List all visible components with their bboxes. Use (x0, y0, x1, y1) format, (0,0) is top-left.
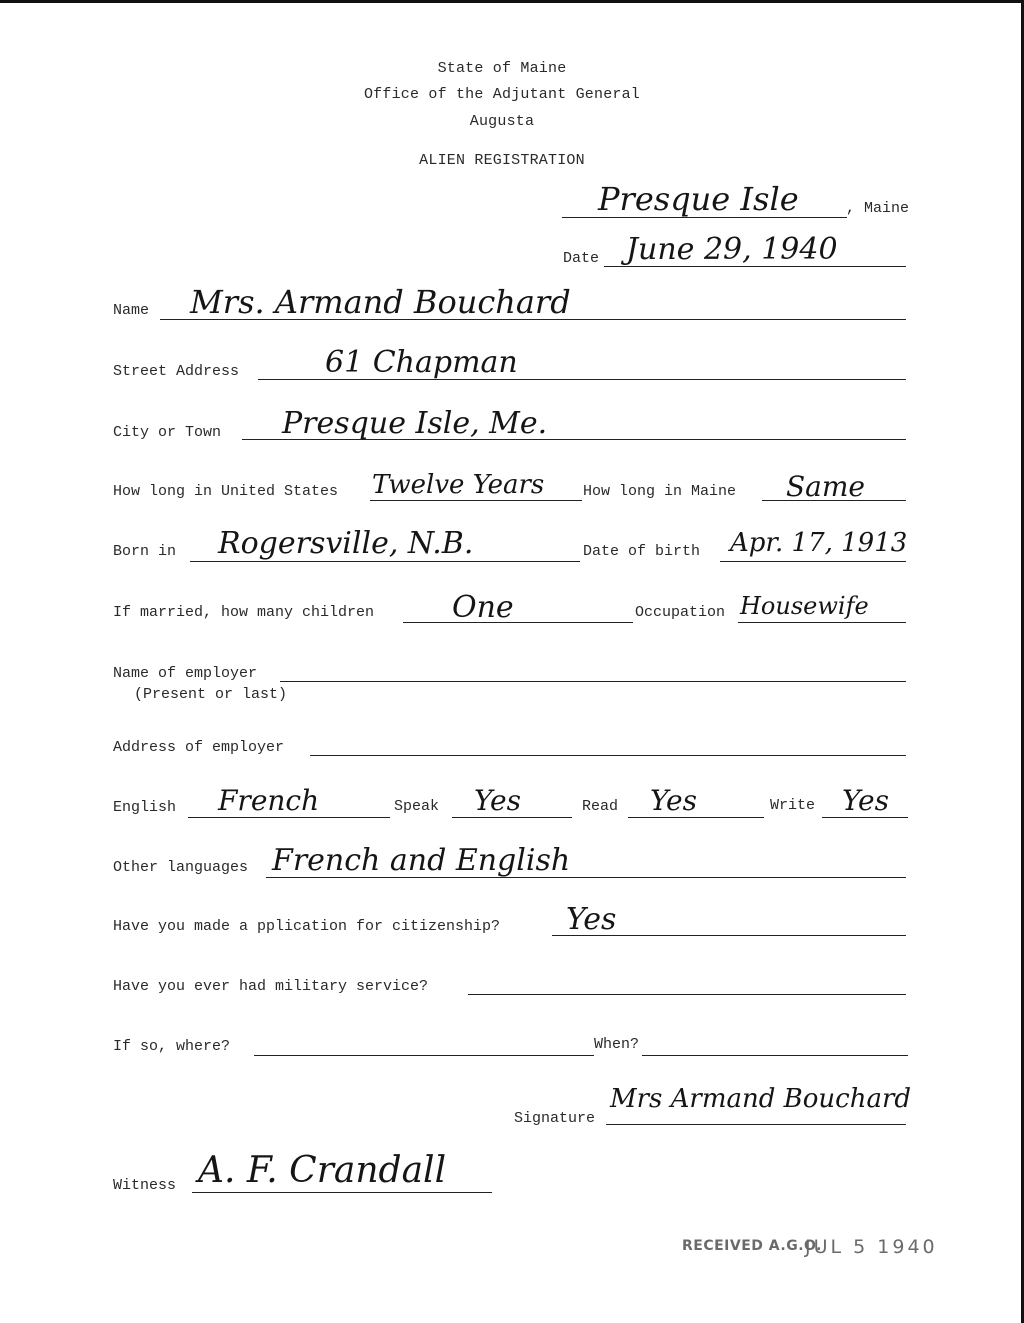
children-line (403, 622, 633, 623)
military-line (468, 994, 906, 995)
when-label: When? (594, 1036, 640, 1053)
write-label: Write (770, 797, 816, 814)
witness-line (192, 1192, 492, 1193)
born-value: Rogersville, N.B. (218, 526, 474, 561)
employer-line (280, 681, 906, 682)
where-label: If so, where? (113, 1038, 231, 1055)
header-city: Augusta (469, 113, 535, 130)
occupation-line (738, 622, 906, 623)
maine-duration-label: How long in Maine (583, 483, 737, 500)
read-value: Yes (650, 784, 697, 817)
employer-address-label: Address of employer (113, 739, 285, 756)
english-line (188, 817, 390, 818)
citizenship-value: Yes (566, 902, 617, 937)
employer-label: Name of employer (113, 665, 258, 682)
dob-label: Date of birth (583, 543, 701, 560)
name-value: Mrs. Armand Bouchard (190, 283, 571, 321)
born-line (190, 561, 580, 562)
children-value: One (452, 590, 514, 625)
maine-duration-value: Same (786, 470, 865, 503)
read-line (628, 817, 764, 818)
write-line (822, 817, 908, 818)
received-stamp: RECEIVED A.G.O. (682, 1238, 822, 1254)
street-value: 61 Chapman (325, 345, 518, 380)
speak-value: Yes (474, 784, 521, 817)
dob-line (720, 561, 906, 562)
citizenship-label: Have you made a pplication for citizenship? (113, 918, 501, 935)
us-duration-line (370, 500, 582, 501)
where-line (254, 1055, 594, 1056)
military-label: Have you ever had military service? (113, 978, 429, 995)
read-label: Read (582, 798, 619, 815)
other-languages-label: Other languages (113, 859, 249, 876)
city-value: Presque Isle, Me. (282, 406, 548, 441)
scan-edge-top (0, 0, 1024, 3)
signature-value: Mrs Armand Bouchard (610, 1084, 912, 1114)
dob-value: Apr. 17, 1913 (730, 528, 908, 558)
header-state: State of Maine (437, 60, 567, 77)
speak-line (452, 817, 572, 818)
date-label: Date (563, 250, 600, 267)
signature-label: Signature (514, 1110, 596, 1127)
children-label: If married, how many children (113, 604, 375, 621)
place-value: Presque Isle (598, 180, 799, 218)
other-languages-value: French and English (272, 843, 571, 878)
place-suffix: , Maine (846, 200, 910, 217)
born-label: Born in (113, 543, 177, 560)
occupation-label: Occupation (635, 604, 726, 621)
english-label: English (113, 799, 177, 816)
header-office: Office of the Adjutant General (363, 86, 641, 103)
signature-line (606, 1124, 906, 1125)
street-label: Street Address (113, 363, 240, 380)
speak-label: Speak (394, 798, 440, 815)
form-title: ALIEN REGISTRATION (419, 152, 585, 169)
witness-value: A. F. Crandall (198, 1150, 447, 1191)
us-duration-value: Twelve Years (372, 470, 545, 500)
employer-address-line (310, 755, 906, 756)
date-value: June 29, 1940 (626, 232, 838, 267)
witness-label: Witness (113, 1177, 177, 1194)
city-label: City or Town (113, 424, 222, 441)
english-value: French (218, 784, 320, 817)
us-duration-label: How long in United States (113, 483, 339, 500)
employer-sublabel: (Present or last) (134, 686, 288, 703)
occupation-value: Housewife (740, 592, 869, 620)
when-line (642, 1055, 908, 1056)
received-stamp-date: JUL 5 1940 (805, 1236, 938, 1258)
write-value: Yes (842, 784, 889, 817)
name-label: Name (113, 302, 150, 319)
